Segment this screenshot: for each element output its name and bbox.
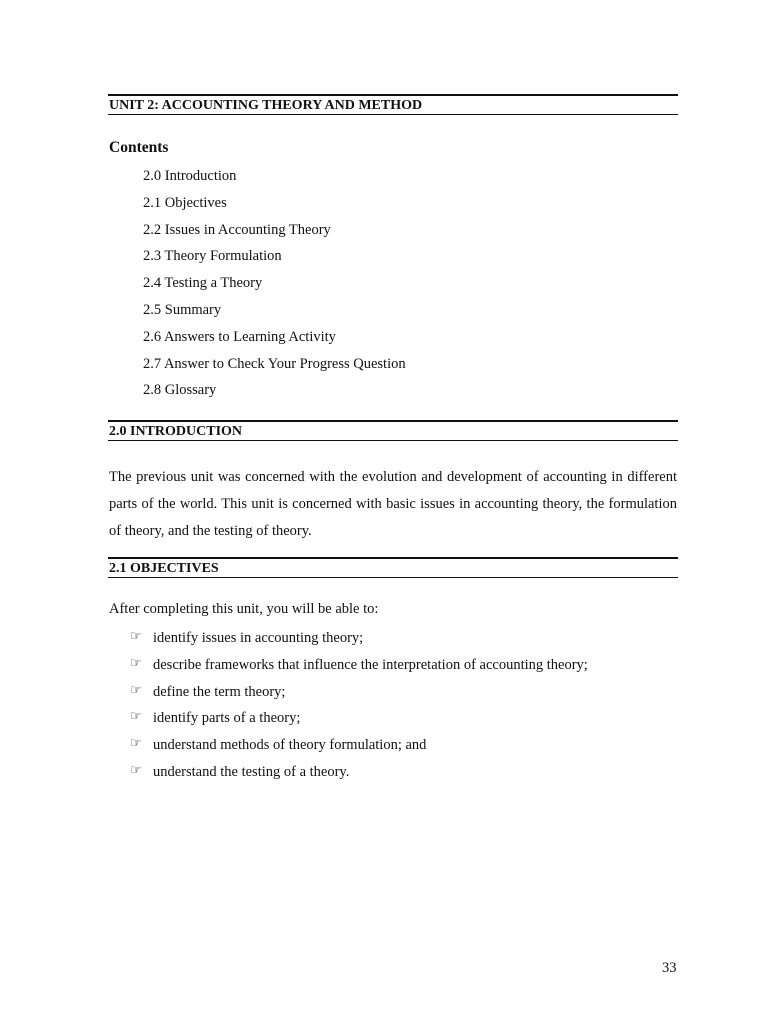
objective-text: describe frameworks that influence the interpretation of accounting theory; bbox=[153, 656, 588, 673]
objective-text: understand the testing of a theory. bbox=[153, 763, 350, 780]
contents-item: 2.2 Issues in Accounting Theory bbox=[143, 221, 331, 238]
contents-item: 2.6 Answers to Learning Activity bbox=[143, 328, 336, 345]
objective-text: understand methods of theory formulation; and bbox=[153, 737, 427, 754]
objective-item bbox=[130, 735, 588, 762]
pointing-hand-icon: ☞ bbox=[130, 655, 142, 671]
introduction-paragraph: The previous unit was concerned with the evolution and development of accounting in different parts of the world. This unit is concerned with basic issues in accounting theory, the formulation of theory, and the testing of theory. bbox=[109, 469, 677, 539]
objective-item bbox=[130, 762, 588, 789]
objectives-list bbox=[130, 628, 588, 789]
contents-title: Contents bbox=[109, 139, 169, 156]
pointing-hand-icon: ☞ bbox=[130, 682, 142, 698]
contents-item: 2.0 Introduction bbox=[143, 168, 237, 184]
objective-item bbox=[130, 708, 588, 735]
objective-text: identify issues in accounting theory; bbox=[153, 630, 364, 646]
page-number: 33 bbox=[662, 960, 677, 976]
pointing-hand-icon: ☞ bbox=[130, 629, 142, 644]
objective-text: define the term theory; bbox=[153, 683, 286, 700]
objective-item bbox=[130, 628, 588, 655]
objective-item bbox=[130, 655, 588, 682]
objective-text: identify parts of a theory; bbox=[153, 710, 301, 727]
contents-item: 2.7 Answer to Check Your Progress Question bbox=[143, 355, 406, 372]
contents-item: 2.4 Testing a Theory bbox=[143, 275, 263, 292]
objective-item bbox=[130, 682, 588, 709]
pointing-hand-icon: ☞ bbox=[130, 762, 142, 778]
pointing-hand-icon: ☞ bbox=[130, 709, 142, 725]
objectives-heading: 2.1 OBJECTIVES bbox=[108, 557, 678, 578]
introduction-heading: 2.0 INTRODUCTION bbox=[108, 420, 678, 441]
contents-item: 2.3 Theory Formulation bbox=[143, 248, 282, 265]
contents-list bbox=[143, 166, 406, 407]
pointing-hand-icon: ☞ bbox=[130, 736, 142, 752]
contents-item: 2.5 Summary bbox=[143, 301, 222, 318]
contents-item: 2.8 Glossary bbox=[143, 382, 217, 399]
objectives-intro: After completing this unit, you will be able to: bbox=[109, 601, 379, 617]
contents-item: 2.1 Objectives bbox=[143, 194, 227, 211]
unit-heading: UNIT 2: ACCOUNTING THEORY AND METHOD bbox=[108, 94, 678, 115]
